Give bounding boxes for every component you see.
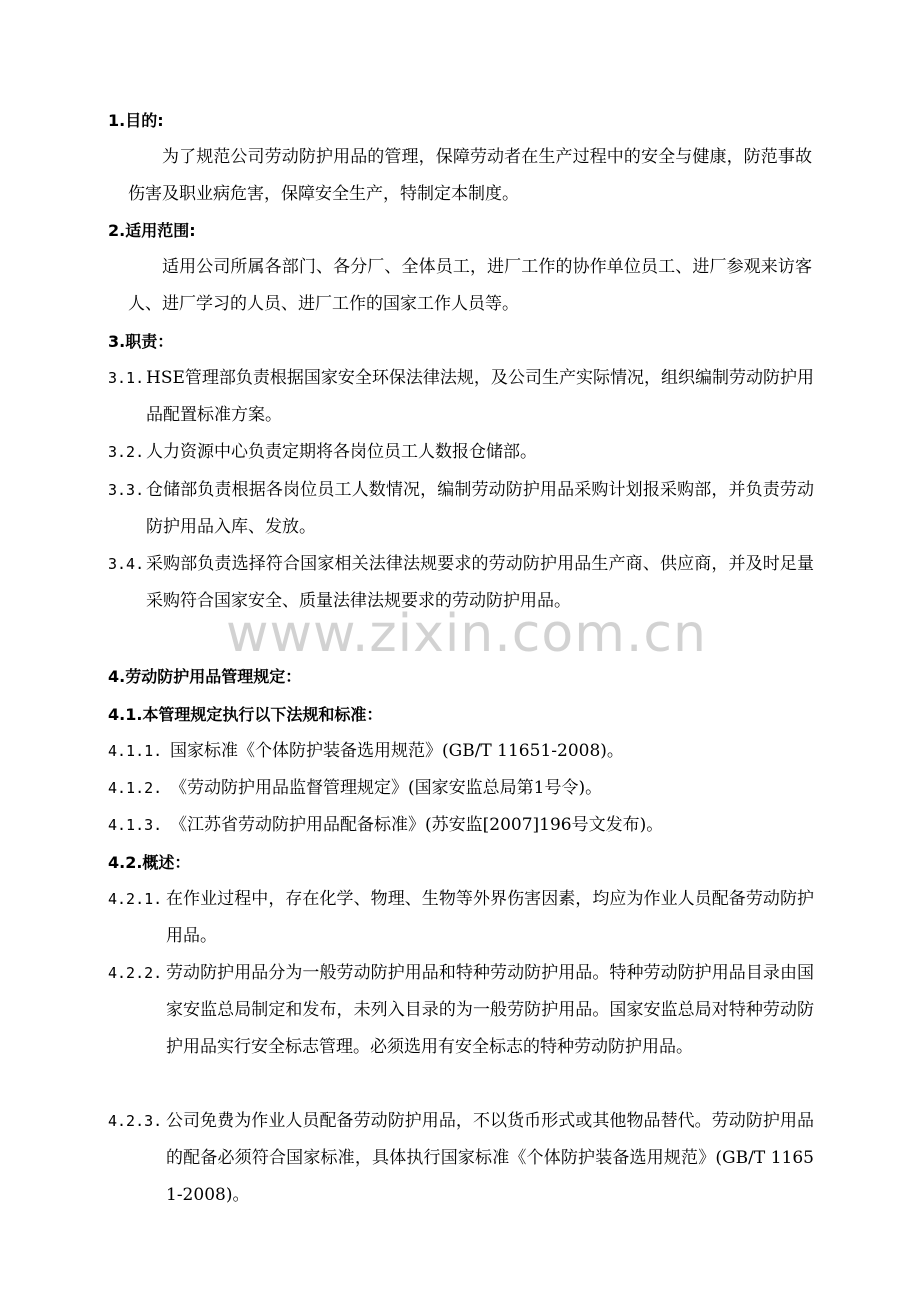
section-1-heading: 1.目的:	[108, 111, 164, 130]
section-1-body: 为了规范公司劳动防护用品的管理，保障劳动者在生产过程中的安全与健康，防范事故伤害及职业病危害，保障安全生产，特制定本制度。	[128, 147, 812, 204]
section-4-1-item	[108, 807, 814, 844]
item-number: 3.2.	[108, 443, 145, 461]
section-4-1-heading: 4.1.本管理规定执行以下法规和标准：	[108, 705, 383, 724]
section-4-heading: 4.劳动防护用品管理规定：	[108, 667, 302, 686]
section-3-heading: 3.职责：	[108, 332, 174, 351]
item-text: 公司免费为作业人员配备劳动防护用品，不以货币形式或其他物品替代。劳动防护用品的配备必须符合国家标准，具体执行国家标准《个体防护装备选用规范》(GB/T 11651-2008)。	[166, 1111, 814, 1205]
item-number: 4.1.2.	[108, 779, 163, 797]
item-number: 4.2.2.	[108, 964, 163, 982]
item-number: 4.2.3.	[108, 1112, 163, 1130]
item-text: 仓储部负责根据各岗位员工人数情况，编制劳动防护用品采购计划报采购部，并负责劳动防护用品入库、发放。	[146, 480, 814, 537]
item-text: 人力资源中心负责定期将各岗位员工人数报仓储部。	[146, 442, 537, 462]
item-text: 劳动防护用品分为一般劳动防护用品和特种劳动防护用品。特种劳动防护用品目录由国家安监总局制定和发布，未列入目录的为一般劳防护用品。国家安监总局对特种劳动防护用品实行安全标志管理。必须选用有安全标志的特种劳动防护用品。	[166, 963, 814, 1057]
section-4-1-item	[108, 733, 814, 770]
item-number: 4.1.3.	[108, 816, 163, 834]
item-number: 3.3.	[108, 481, 145, 499]
section-2-heading: 2.适用范围:	[108, 221, 196, 240]
section-3-item	[108, 472, 814, 546]
section-3-item	[108, 360, 814, 434]
item-number: 4.1.1.	[108, 742, 163, 760]
section-4-2-item	[108, 881, 814, 955]
item-text: 采购部负责选择符合国家相关法律法规要求的劳动防护用品生产商、供应商，并及时足量采购符合国家安全、质量法律法规要求的劳动防护用品。	[146, 554, 814, 611]
section-3-item	[108, 434, 814, 471]
watermark: www.zixin.com.cn	[226, 604, 707, 664]
item-text: 《劳动防护用品监督管理规定》(国家安监总局第1号令)。	[170, 778, 603, 798]
item-number: 4.2.1.	[108, 890, 163, 908]
section-4-1-item	[108, 770, 814, 807]
item-text: HSE管理部负责根据国家安全环保法律法规，及公司生产实际情况，组织编制劳动防护用品配置标准方案。	[146, 368, 814, 425]
section-2-body: 适用公司所属各部门、各分厂、全体员工，进厂工作的协作单位员工、进厂参观来访客人、进厂学习的人员、进厂工作的国家工作人员等。	[128, 257, 812, 314]
item-text: 在作业过程中，存在化学、物理、生物等外界伤害因素，均应为作业人员配备劳动防护用品。	[166, 889, 814, 946]
section-4-2-item	[108, 1103, 814, 1214]
item-text: 国家标准《个体防护装备选用规范》(GB/T 11651-2008)。	[170, 741, 624, 761]
section-4-2-item	[108, 955, 814, 1066]
item-number: 3.4.	[108, 555, 145, 573]
item-text: 《江苏省劳动防护用品配备标准》(苏安监[2007]196号文发布)。	[170, 815, 664, 835]
section-4-2-heading: 4.2.概述：	[108, 853, 191, 872]
item-number: 3.1.	[108, 369, 145, 387]
